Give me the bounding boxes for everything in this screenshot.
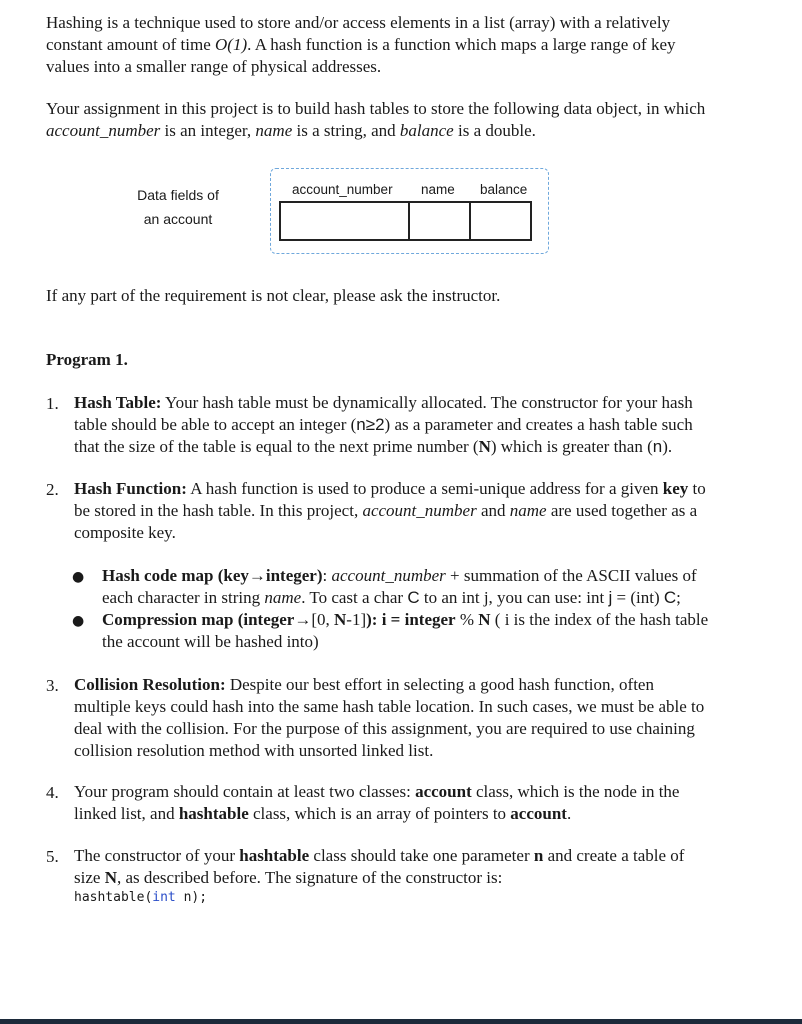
item-2-hash-function: Hash Function: A hash function is used to produce a semi-unique address for a given key to be stored in the hash table. In this project, account_number and name are used together as a composite key. <box>74 479 706 542</box>
field-cell-name <box>408 201 471 241</box>
item-number-5: 5. <box>46 847 59 866</box>
bullet-icon: ● <box>72 569 85 585</box>
field-label-balance: balance <box>480 182 528 197</box>
bullet-compression-map: Compression map (integer→[0, N-1]): i = integer % N ( i is the index of the hash table the account will be hashed into) <box>102 610 709 651</box>
notice-text: If any part of the requirement is not clear, please ask the instructor. <box>46 286 501 305</box>
item-5-constructor: The constructor of your hashtable class should take one parameter n and create a table of size N, as described before. The signature of the constructor is: <box>74 846 685 887</box>
intro-paragraph: Hashing is a technique used to store and/or access elements in a list (array) with a relatively constant amount of time O(1). A hash function is a function which maps a large range of key values into a smaller range of physical addresses. <box>46 13 676 76</box>
item-number-4: 4. <box>46 783 59 802</box>
field-cell-account-number <box>279 201 410 241</box>
item-3-collision-resolution: Collision Resolution: Despite our best effort in selecting a good hash function, often multiple keys could hash into the same hash table location. In such cases, we must be able to deal with the collision. For the purpose of this assignment, you are required to use chaining collision resolution method with unsorted linked list. <box>74 675 705 760</box>
field-cell-balance <box>469 201 532 241</box>
program-title: Program 1. <box>46 350 128 369</box>
item-1-hash-table: Hash Table: Your hash table must be dynamically allocated. The constructor for your hash table should be able to accept an integer (n≥2) as a parameter and creates a hash table such that the size of the table is equal to the next prime number (N) which is greater than (n). <box>74 393 693 456</box>
bullet-hash-code-map: Hash code map (key→integer): account_number + summation of the ASCII values of each character in string name. To cast a char C to an int j, you can use: int j = (int) C; <box>102 566 697 607</box>
assignment-paragraph: Your assignment in this project is to build hash tables to store the following data object, in which account_number is an integer, name is a string, and balance is a double. <box>46 99 706 140</box>
item-number-3: 3. <box>46 676 59 695</box>
item-number-2: 2. <box>46 480 59 499</box>
bullet-icon: ● <box>72 613 85 629</box>
item-number-1: 1. <box>46 394 59 413</box>
bottom-border-bar <box>0 1019 802 1024</box>
item-4-classes: Your program should contain at least two classes: account class, which is the node in the linked list, and hashtable class, which is an array of pointers to account. <box>74 782 680 823</box>
constructor-code-signature: hashtable(int n); <box>74 890 208 905</box>
field-label-name: name <box>421 182 455 197</box>
field-label-account-number: account_number <box>292 182 393 197</box>
data-fields-label: Data fields of an account <box>137 187 219 227</box>
